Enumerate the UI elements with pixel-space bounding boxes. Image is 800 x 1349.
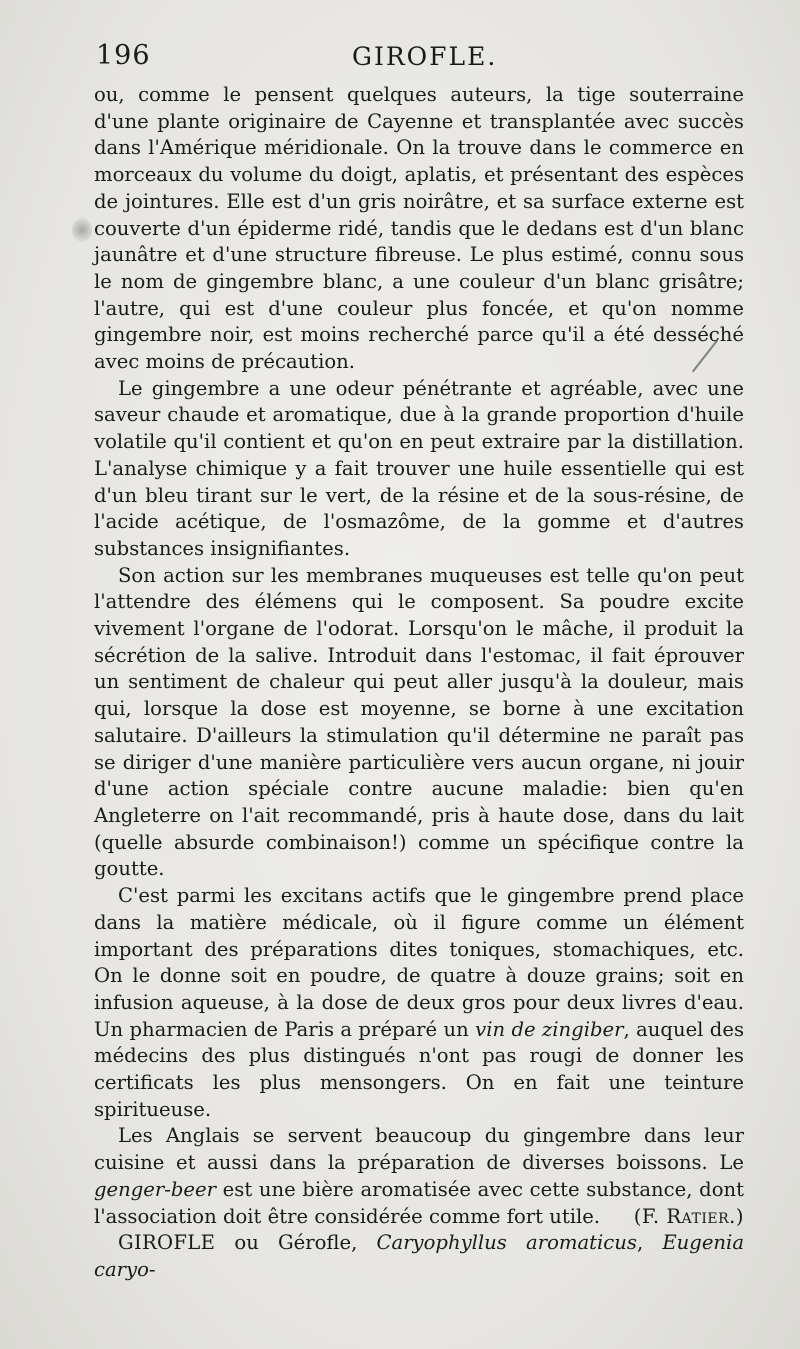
genger-beer: genger-beer xyxy=(94,1177,216,1201)
body-text xyxy=(94,82,744,1284)
page-number: 196 xyxy=(96,40,151,71)
vin-de-zingiber: vin de zingiber xyxy=(475,1017,624,1041)
entry-comma: , xyxy=(636,1231,663,1255)
entry-girofle xyxy=(94,1230,744,1283)
page-header xyxy=(92,38,752,78)
paragraph-4-text-cont: , auquel des médecins des plus distingués n'ont pas rougi de donner les certificats les plus mensongers. On en fait une teinture spiritueuse. xyxy=(94,1017,744,1121)
paragraph-3: Son action sur les membranes muqueuses est telle qu'on peut l'attendre des élémens qui le composent. Sa poudre excite vivement l'organe de l'odorat. Lorsqu'on le mâche, il produit la sécrétion de la salive. Introduit dans l'estomac, il fait éprouver un sentiment de chaleur qui peut aller jusqu'à la douleur, mais qui, lorsque la dose est moyenne, se borne à une excitation salutaire. D'ailleurs la stimulation qu'il détermine ne paraît pas se diriger d'une manière particulière vers aucun organe, ni jouir d'une action spéciale contre aucune maladie: bien qu'en Angleterre on l'ait recommandé, pris à haute dose, dans du lait (quelle absurde combinaison!) comme un spécifique contre la goutte. xyxy=(94,563,744,881)
paragraph-4 xyxy=(94,883,744,1123)
latin-name-1: Caryophyllus aromaticus xyxy=(376,1231,637,1255)
paragraph-5 xyxy=(94,1123,744,1230)
paragraph-2: Le gingembre a une odeur pénétrante et agréable, avec une saveur chaude et aromatique, due à la grande proportion d'huile volatile qu'il contient et qu'on en peut extraire par la distillation. L'analyse chimique y a fait trouver une huile essentielle qui est d'un bleu tirant sur le vert, de la résine et de la sous-résine, de l'acide acétique, de l'osmazôme, de la gomme et d'autres substances insignifiantes. xyxy=(94,376,744,560)
paper-stain xyxy=(72,218,92,242)
latin-name-2: Eugenia caryo- xyxy=(94,1231,745,1281)
paragraph-5-text-cont: est une bière aromatisée avec cette substance, dont l'association doit être considérée comme fort utile. xyxy=(94,1177,744,1228)
author-signature: (F. Ratier.) xyxy=(633,1204,744,1228)
paragraph-4-text: C'est parmi les excitans actifs que le gingembre prend place dans la matière médicale, où il figure comme un élément important des préparations dites toniques, stomachiques, etc. On le donne soit en poudre, de quatre à douze grains; soit en infusion aqueuse, à la dose de deux gros pour deux livres d'eau. Un pharmacien de Paris a préparé un xyxy=(94,884,744,1041)
paragraph-5-text: Les Anglais se servent beaucoup du gingembre dans leur cuisine et aussi dans la préparation de diverses boissons. Le xyxy=(94,1124,744,1175)
entry-variant: ou Gérofle, xyxy=(215,1231,377,1255)
paragraph-1: ou, comme le pensent quelques auteurs, la tige souterraine d'une plante originaire de Cayenne et transplantée avec succès dans l'Amérique méridionale. On la trouve dans le commerce en morceaux du volume du doigt, aplatis, et présentant des espèces de jointures. Elle est d'un gris noirâtre, et sa surface externe est couverte d'un épiderme ridé, tandis que le dedans est d'un blanc jaunâtre et d'une structure fibreuse. Le plus estimé, connu sous le nom de gingembre blanc, a une couleur d'un blanc grisâtre; l'autre, qui est d'une couleur plus foncée, et qu'on nomme gingembre noir, est moins recherché parce qu'il a été desséché avec moins de précaution. xyxy=(94,83,744,374)
running-head: GIROFLE. xyxy=(352,42,498,71)
entry-headword: GIROFLE xyxy=(118,1231,216,1255)
